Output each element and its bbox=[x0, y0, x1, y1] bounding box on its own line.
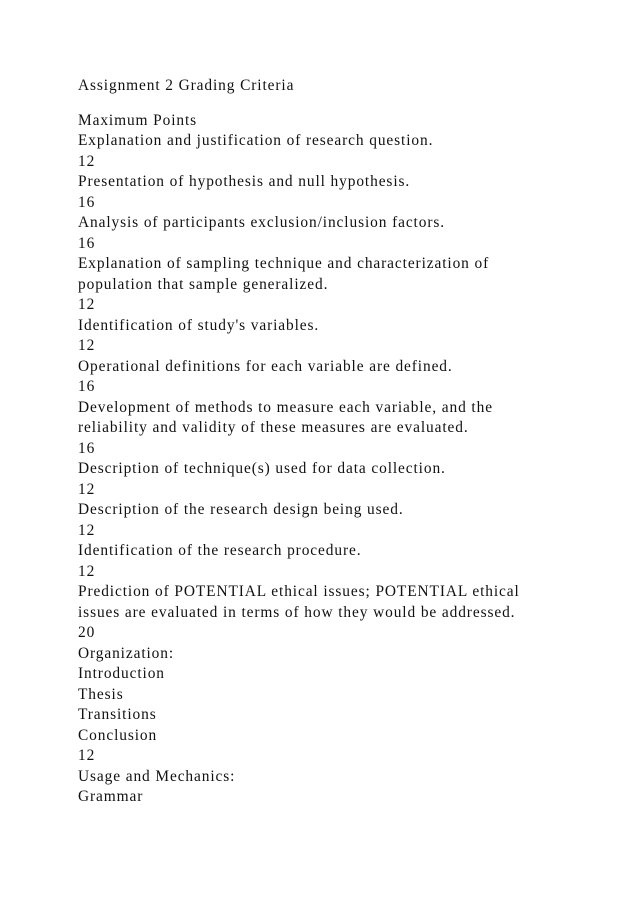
criterion-description: Presentation of hypothesis and null hypothesis. bbox=[78, 173, 411, 190]
criterion-description: Description of technique(s) used for data collection. bbox=[78, 460, 446, 477]
criterion-description: Prediction of POTENTIAL ethical issues; POTENTIAL ethical bbox=[78, 583, 520, 600]
criterion-points: 20 bbox=[78, 624, 96, 641]
criterion-points: 12 bbox=[78, 562, 96, 580]
criteria-list bbox=[78, 131, 618, 808]
criterion-points: 16 bbox=[78, 439, 96, 457]
criterion-description: population that sample generalized. bbox=[78, 275, 329, 293]
criterion-item bbox=[78, 316, 618, 357]
criterion-points: 16 bbox=[78, 378, 96, 395]
criterion-item bbox=[78, 357, 618, 398]
criterion-item bbox=[78, 644, 618, 767]
criterion-description: Identification of study's variables. bbox=[78, 316, 320, 334]
criterion-description: Explanation and justification of research question. bbox=[78, 132, 434, 149]
criterion-item bbox=[78, 767, 618, 808]
criterion-description: Grammar bbox=[78, 788, 144, 805]
document-body bbox=[78, 76, 618, 808]
criterion-description: reliability and validity of these measures are evaluated. bbox=[78, 419, 469, 436]
criterion-description: Analysis of participants exclusion/inclusion factors. bbox=[78, 214, 445, 231]
criterion-description: Organization: bbox=[78, 644, 175, 662]
criterion-description: Usage and Mechanics: bbox=[78, 767, 236, 785]
criterion-description: Description of the research design being used. bbox=[78, 501, 404, 518]
criterion-item bbox=[78, 131, 618, 172]
document-title: Assignment 2 Grading Criteria bbox=[78, 77, 295, 94]
criterion-points: 12 bbox=[78, 152, 96, 170]
criterion-points: 16 bbox=[78, 193, 96, 211]
spacer bbox=[78, 97, 618, 111]
criterion-item bbox=[78, 500, 618, 541]
criterion-description: Explanation of sampling technique and characterization of bbox=[78, 255, 490, 272]
criterion-description: Thesis bbox=[78, 685, 124, 703]
criterion-item bbox=[78, 398, 618, 460]
criterion-item bbox=[78, 172, 618, 213]
criterion-points: 12 bbox=[78, 521, 96, 539]
criterion-description: Development of methods to measure each variable, and the bbox=[78, 398, 493, 416]
criterion-item bbox=[78, 213, 618, 254]
criterion-item bbox=[78, 541, 618, 582]
criterion-description: Transitions bbox=[78, 706, 157, 723]
criterion-points: 16 bbox=[78, 234, 96, 252]
criterion-description: issues are evaluated in terms of how they would be addressed. bbox=[78, 603, 516, 621]
criterion-description: Identification of the research procedure. bbox=[78, 542, 362, 559]
criterion-description: Operational definitions for each variable are defined. bbox=[78, 357, 453, 375]
criterion-points: 12 bbox=[78, 480, 96, 498]
points-header: Maximum Points bbox=[78, 111, 198, 129]
criterion-points: 12 bbox=[78, 296, 96, 313]
criterion-points: 12 bbox=[78, 337, 96, 354]
criterion-item bbox=[78, 254, 618, 316]
criterion-item bbox=[78, 459, 618, 500]
criterion-description: Conclusion bbox=[78, 726, 158, 744]
criterion-item bbox=[78, 582, 618, 644]
criterion-description: Introduction bbox=[78, 665, 165, 682]
criterion-points: 12 bbox=[78, 747, 96, 764]
